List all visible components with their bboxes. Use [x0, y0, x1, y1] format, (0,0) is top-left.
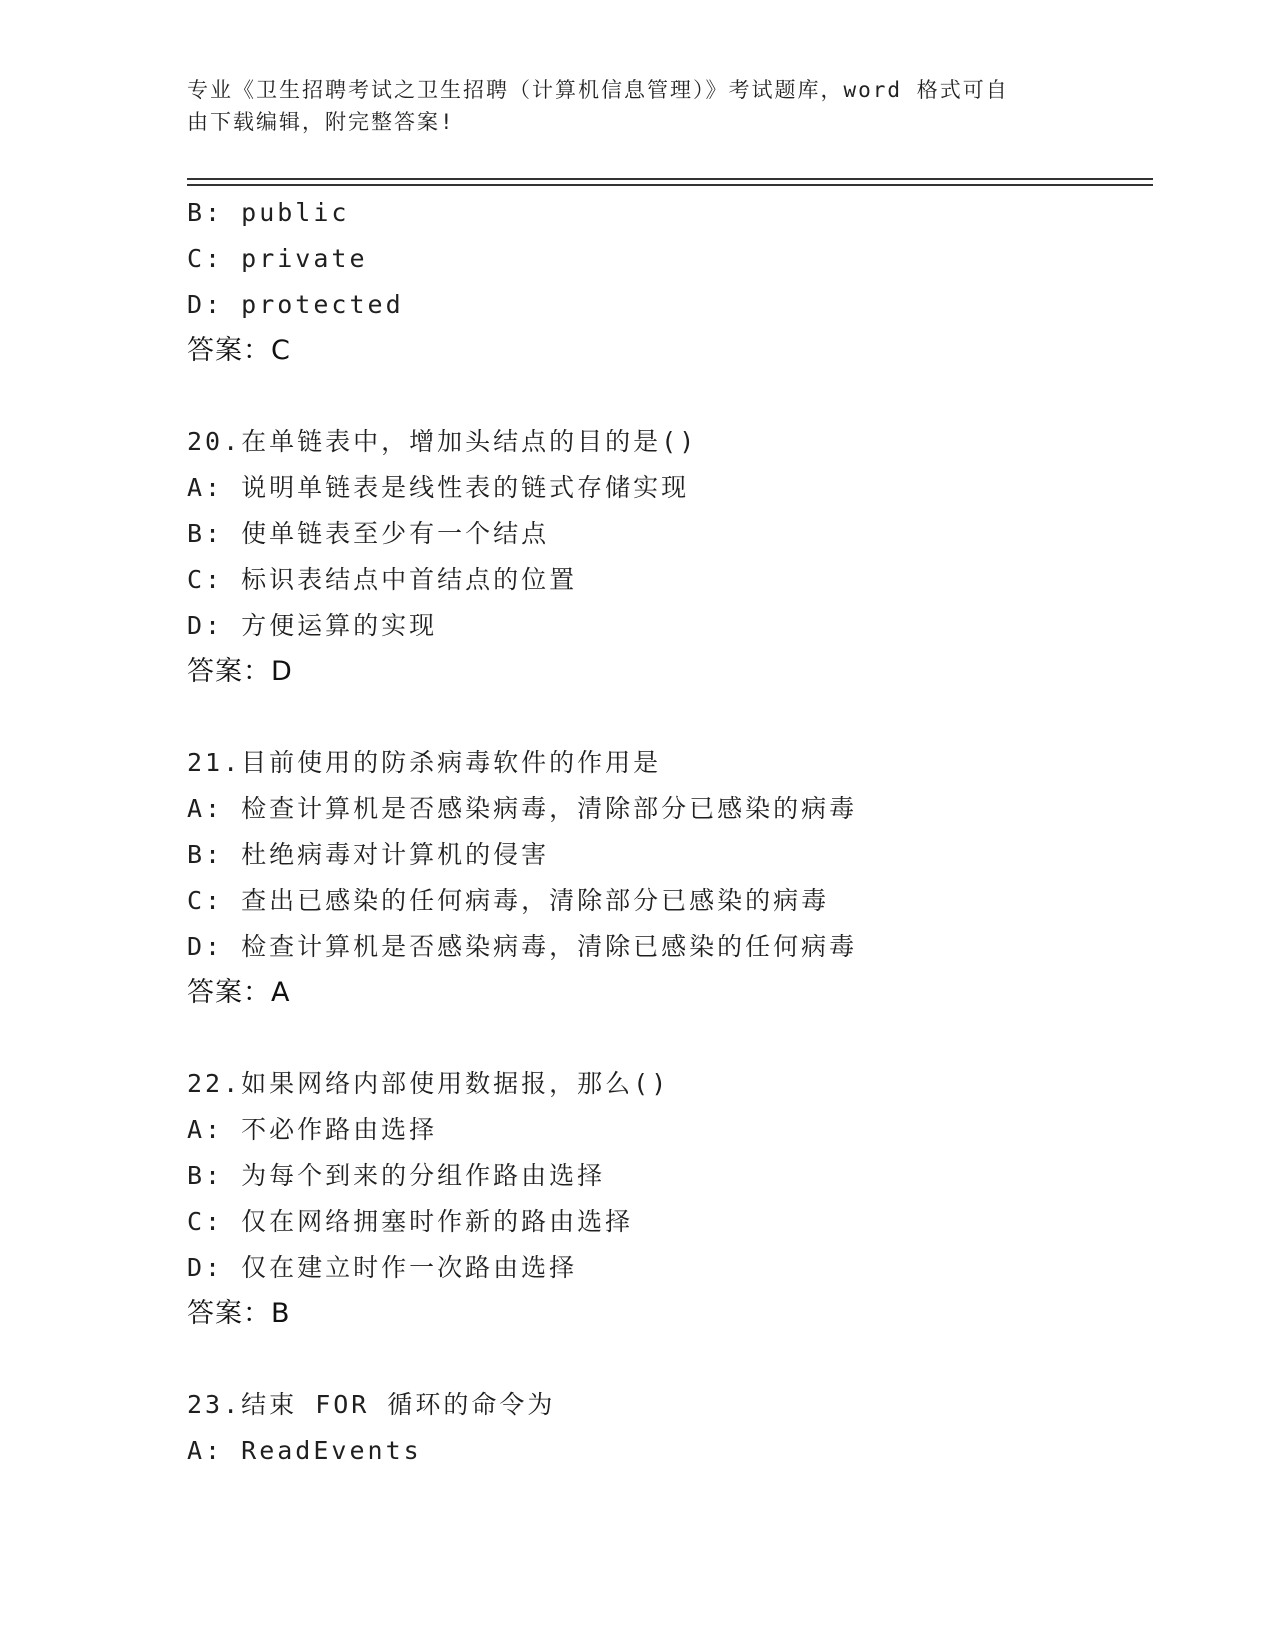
question-block-19	[187, 190, 1153, 374]
option-c: C: 仅在网络拥塞时作新的路由选择	[187, 1207, 634, 1236]
question-stem: 22.如果网络内部使用数据报，那么()	[187, 1069, 670, 1098]
answer-label: 答案：B	[187, 1298, 291, 1329]
question-block-20	[187, 419, 1153, 695]
question-stem: 20.在单链表中，增加头结点的目的是()	[187, 427, 698, 456]
option-a: A: 检查计算机是否感染病毒，清除部分已感染的病毒	[187, 794, 858, 823]
option-c: C: 标识表结点中首结点的位置	[187, 565, 578, 594]
header-divider-top	[187, 178, 1153, 180]
option-d: D: 检查计算机是否感染病毒，清除已感染的任何病毒	[187, 932, 858, 961]
option-b: B: 使单链表至少有一个结点	[187, 519, 550, 548]
question-block-23	[187, 1382, 1153, 1474]
answer-label: 答案：C	[187, 335, 291, 366]
question-block-22	[187, 1061, 1153, 1337]
answer-label: 答案：A	[187, 977, 291, 1008]
option-c: C: 查出已感染的任何病毒，清除部分已感染的病毒	[187, 886, 830, 915]
header-line-2: 由下载编辑，附完整答案!	[187, 110, 455, 134]
option-a: A: 不必作路由选择	[187, 1115, 438, 1144]
answer-label: 答案：D	[187, 656, 293, 687]
question-list	[187, 190, 1153, 1474]
header-line-1: 专业《卫生招聘考试之卫生招聘（计算机信息管理）》考试题库，word 格式可自	[187, 78, 1009, 102]
option-a: A: 说明单链表是线性表的链式存储实现	[187, 473, 690, 502]
header-divider-bottom	[187, 184, 1153, 186]
option-d: D: 仅在建立时作一次路由选择	[187, 1253, 578, 1282]
option-a: A: ReadEvents	[187, 1436, 422, 1465]
option-d: D: 方便运算的实现	[187, 611, 438, 640]
question-block-21	[187, 740, 1153, 1016]
option-b: B: 为每个到来的分组作路由选择	[187, 1161, 606, 1190]
option-c: C: private	[187, 244, 368, 273]
question-stem: 23.结束 FOR 循环的命令为	[187, 1390, 556, 1419]
option-b: B: public	[187, 198, 350, 227]
option-b: B: 杜绝病毒对计算机的侵害	[187, 840, 550, 869]
option-d: D: protected	[187, 290, 404, 319]
question-stem: 21.目前使用的防杀病毒软件的作用是	[187, 748, 662, 777]
document-header	[187, 74, 1077, 138]
